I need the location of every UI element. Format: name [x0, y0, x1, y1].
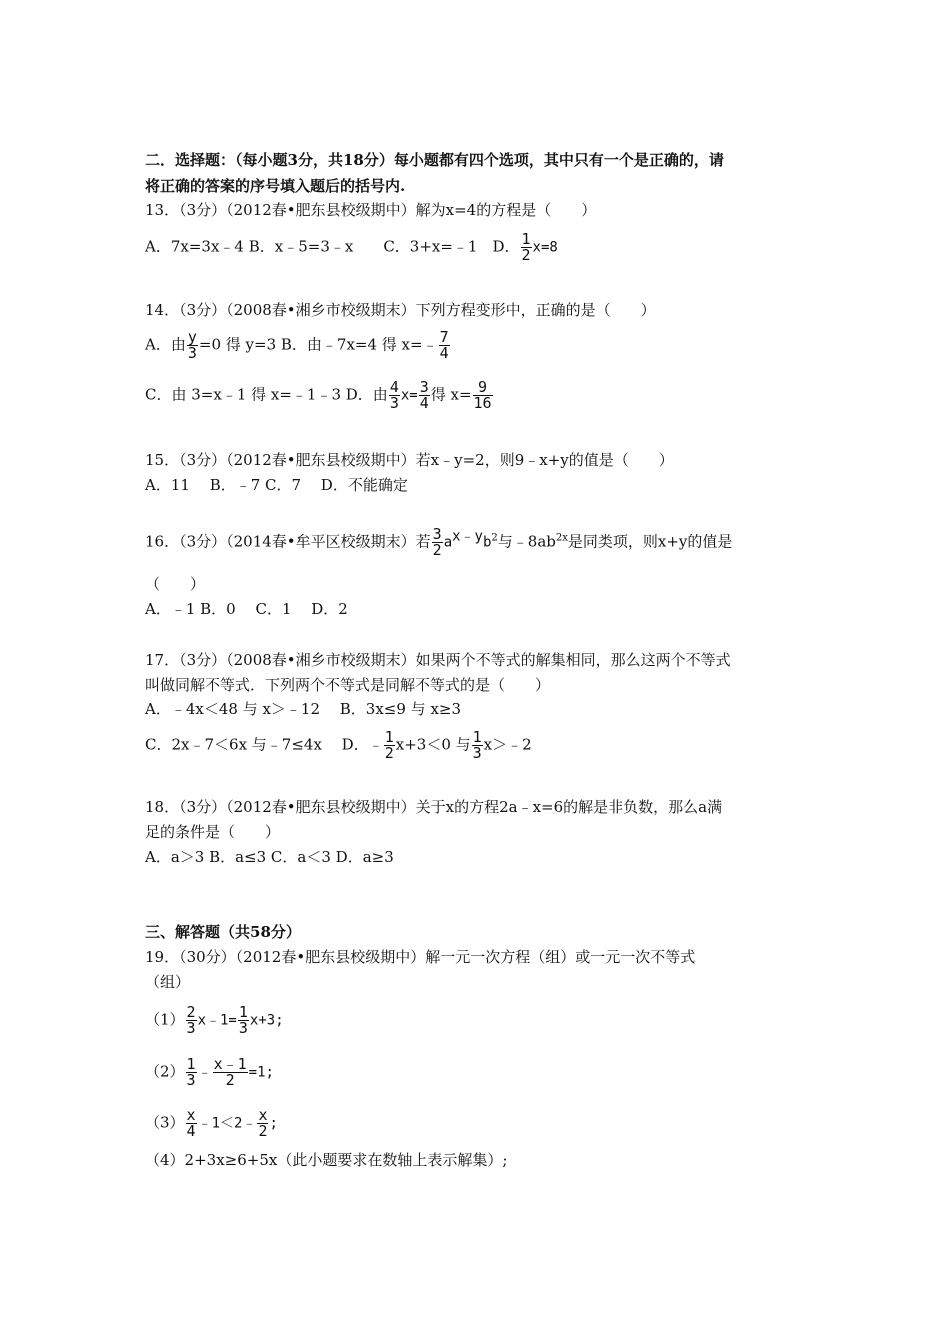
q17-c-text: C．2x﹣7＜6x 与﹣7≤4x D． [145, 735, 369, 754]
q19-p2-n2: x﹣1 [213, 1055, 247, 1073]
q19-p1-d2: 3 [238, 1019, 248, 1037]
q19-p3-m1: ﹣1＜2﹣ [197, 1115, 257, 1132]
q14-a-fraction [187, 330, 198, 361]
q17-d-num2: 1 [472, 728, 482, 746]
q14-d-num2: 3 [419, 378, 429, 396]
q13-d-tail: x=8 [532, 239, 558, 256]
q14-b-den: 4 [439, 344, 449, 362]
q19-p1-fraction1 [186, 1005, 197, 1036]
q14-b-fraction [439, 330, 450, 361]
q16-sup2: 2 [491, 532, 498, 544]
q14-a-mid: =0 得 y=3 B．由﹣7x=4 得 x=﹣ [198, 335, 438, 354]
q14-options-cd [145, 380, 494, 411]
q19-p1-m2: x+3; [249, 1012, 284, 1029]
q19-p2-label: （2） [145, 1062, 185, 1081]
q13-d-fraction [521, 232, 532, 263]
q16-answer-paren: （ ） [145, 575, 206, 593]
section3-title: 三、解答题（共58分） [145, 923, 301, 941]
q14-a-pre: A．由 [145, 335, 186, 354]
q14-d-fraction2 [419, 380, 430, 411]
q19-p3-label: （3） [145, 1113, 185, 1132]
q19-p1-d1: 3 [186, 1019, 196, 1037]
q14-d-fraction1 [389, 380, 400, 411]
q19-p1-n1: 2 [186, 1003, 196, 1021]
q17-stem-line1: 17．（3分）（2008春•湘乡市校级期末）如果两个不等式的解集相同，那么这两个不等式 [145, 651, 731, 669]
q16-stem [145, 527, 732, 558]
q16-fraction [432, 527, 443, 558]
q14-options-ab [145, 330, 451, 361]
q19-p2-m2: =1; [248, 1064, 274, 1081]
q19-p1-m1: x﹣1= [197, 1012, 237, 1029]
q18-stem-line1: 18．（3分）（2012春•肥东县校级期中）关于x的方程2a﹣x=6的解是非负数，那么a满 [145, 798, 723, 816]
q14-d-den3: 16 [473, 394, 492, 412]
q19-stem-line1: 19．（30分）（2012春•肥东县校级期中）解一元一次方程（组）或一元一次不等式 [145, 948, 696, 966]
section2-title-line2: 将正确的答案的序号填入题后的括号内. [145, 177, 406, 195]
q16-stem-mid: 与﹣8ab [497, 532, 556, 551]
q13-options-text: A．7x=3x﹣4 B．x﹣5=3﹣x C．3+x=﹣1 D． [145, 237, 520, 256]
q19-part3 [145, 1108, 278, 1139]
q17-stem-line2: 叫做同解不等式．下列两个不等式是同解不等式的是（ ） [145, 676, 551, 694]
q13-d-num: 1 [521, 230, 531, 248]
q19-p2-fraction2 [213, 1057, 248, 1088]
q19-p2-d1: 3 [186, 1071, 196, 1089]
q14-stem: 14．（3分）（2008春•湘乡市校级期末）下列方程变形中，正确的是（ ） [145, 301, 656, 319]
q17-d-post: x＞﹣2 [483, 735, 532, 754]
q17-d-den1: 2 [384, 744, 394, 762]
q15-stem: 15．（3分）（2012春•肥东县校级期中）若x﹣y=2，则9﹣x+y的值是（ ） [145, 451, 674, 469]
q18-options: A．a＞3 B．a≤3 C．a＜3 D．a≥3 [145, 848, 394, 866]
q14-d-num1: 4 [389, 378, 399, 396]
q19-p3-d1: 4 [186, 1122, 196, 1140]
q19-p3-fraction2 [257, 1108, 268, 1139]
q16-stem-pre: 16．（3分）（2014春•牟平区校级期末）若 [145, 532, 431, 551]
q16-expr-b: b [482, 534, 492, 551]
q17-d-den2: 3 [472, 744, 482, 762]
q17-d-num1: 1 [384, 728, 394, 746]
q19-p2-fraction1 [186, 1057, 197, 1088]
q16-num: 3 [432, 525, 442, 543]
q16-sup3: 2x [555, 532, 568, 544]
q19-p2-n1: 1 [186, 1055, 196, 1073]
q19-stem-line2: （组） [145, 973, 191, 991]
q19-p2-d2: 2 [225, 1071, 235, 1089]
q16-sup1: x﹣y [452, 528, 483, 545]
q14-d-num3: 9 [473, 380, 493, 396]
section2-title-line1: 二．选择题：（每小题3分，共18分）每小题都有四个选项，其中只有一个是正确的，请 [145, 151, 724, 169]
q14-d-den1: 3 [389, 394, 399, 412]
q19-p3-d2: 2 [258, 1122, 268, 1140]
q14-a-num: y [187, 328, 197, 346]
q13-options [145, 232, 558, 263]
q14-c-text: C．由 3=x﹣1 得 x=﹣1﹣3 D．由 [145, 385, 388, 404]
q17-d-fraction1 [384, 730, 395, 761]
q16-stem-post: 是同类项，则x+y的值是 [567, 532, 733, 551]
q19-p1-fraction2 [238, 1005, 249, 1036]
q14-a-den: 3 [187, 344, 197, 362]
q18-stem-line2: 足的条件是（ ） [145, 823, 281, 841]
q19-p3-fraction1 [186, 1108, 197, 1139]
q19-p3-n2: x [258, 1106, 268, 1124]
q17-options-ab: A．﹣4x＜48 与 x＞﹣12 B．3x≤9 与 x≥3 [145, 700, 462, 718]
q19-p3-n1: x [186, 1106, 196, 1124]
q14-d-den2: 4 [419, 394, 429, 412]
q16-den: 2 [432, 541, 442, 559]
q17-d-mid: x+3＜0 与 [395, 735, 471, 754]
q13-d-den: 2 [521, 246, 531, 264]
q19-part4: （4）2+3x≥6+5x（此小题要求在数轴上表示解集）; [145, 1151, 508, 1169]
q19-p1-label: （1） [145, 1010, 185, 1029]
q17-d-fraction2 [472, 730, 483, 761]
q17-options-cd [145, 730, 532, 761]
q16-options: A．﹣1 B．0 C．1 D．2 [145, 600, 348, 618]
q19-part1 [145, 1005, 284, 1036]
q14-b-num: 7 [439, 328, 449, 346]
q19-part2 [145, 1057, 274, 1088]
q14-d-mid2: 得 x= [430, 385, 472, 404]
q14-d-mid1: x= [400, 387, 418, 404]
q17-d-pre: ﹣ [368, 737, 383, 754]
q14-d-fraction3 [473, 380, 493, 411]
q19-p1-n2: 1 [238, 1003, 248, 1021]
q19-p2-m1: ﹣ [197, 1064, 212, 1081]
q13-stem: 13．（3分）（2012春•肥东县校级期中）解为x=4的方程是（ ） [145, 201, 597, 219]
q15-options: A．11 B．﹣7 C．7 D．不能确定 [145, 476, 408, 494]
q16-expr-a: a [443, 534, 453, 551]
q19-p3-m2: ; [269, 1115, 278, 1132]
